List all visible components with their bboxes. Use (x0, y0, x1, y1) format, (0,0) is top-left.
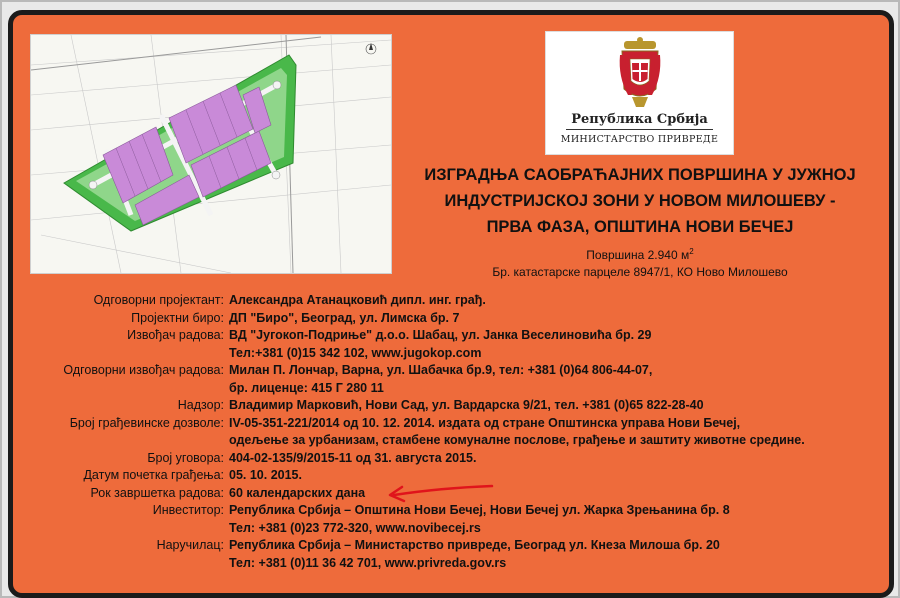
republic-label: Република Србија (571, 112, 708, 127)
detail-value: Република Србија – Министарство привреде, Београд ул. Кнеза Милоша бр. 20 (229, 538, 720, 552)
detail-row (0, 537, 884, 555)
area-unit-superscript: 2 (689, 247, 694, 256)
project-details (0, 292, 884, 572)
detail-row (0, 450, 884, 468)
detail-label: Надзор: (177, 398, 224, 412)
area-text: Површина 2.940 м (586, 248, 690, 262)
title-line-3: ПРВА ФАЗА, ОПШТИНА НОВИ БЕЧЕЈ (486, 218, 794, 236)
emblem-divider (566, 129, 713, 130)
title-line-2: ИНДУСТРИЈСКОЈ ЗОНИ У НОВОМ МИЛОШЕВУ - (444, 192, 836, 210)
detail-label: Број грађевинске дозволе: (69, 415, 224, 430)
detail-label: Инвеститор: (152, 503, 224, 517)
detail-value: одељење за урбанизам, стамбене комуналне послове, грађење и заштиту животне средине. (229, 433, 805, 447)
detail-label: Одговорни пројектант: (93, 293, 224, 307)
project-title (400, 162, 880, 240)
detail-row (0, 432, 884, 450)
area-line (400, 243, 880, 264)
detail-label: Наручилац: (156, 538, 224, 552)
detail-value: Тел: +381 (0)11 36 42 701, www.privreda.gov.rs (229, 555, 507, 570)
detail-value: 60 календарских дана (229, 485, 366, 500)
detail-value: Александра Атанацковић дипл. инг. грађ. (229, 293, 486, 307)
detail-row (0, 362, 884, 380)
detail-value: Милан П. Лончар, Варна, ул. Шабачка бр.9, тел: +381 (0)64 806-44-07, (229, 363, 653, 377)
detail-label: Извођач радова: (127, 328, 224, 342)
parcel-line: Бр. катастарске парцеле 8947/1, КО Ново Милошево (492, 265, 788, 279)
detail-row (0, 397, 884, 415)
detail-value: Република Србија – Општина Нови Бечеј, Нови Бечеј ул. Жарка Зрењанина бр. 8 (229, 503, 730, 517)
serbia-emblem-box (545, 31, 734, 155)
detail-label: Датум почетка грађења: (83, 468, 224, 482)
ministry-label: МИНИСТАРСТВО ПРИВРЕДЕ (560, 134, 719, 145)
red-arrow-annotation-icon (380, 478, 500, 508)
detail-label: Број уговора: (147, 450, 224, 465)
title-line-1: ИЗГРАДЊА САОБРАЋАЈНИХ ПОВРШИНА У ЈУЖНОЈ (424, 166, 856, 184)
detail-value: IV-05-351-221/2014 од 10. 12. 2014. издата од стране Општинска управа Нови Бечеј, (229, 415, 741, 430)
north-arrow-icon (366, 43, 376, 54)
detail-row (0, 555, 884, 573)
detail-label: Одговорни извођач радова: (63, 363, 224, 377)
detail-value: Тел: +381 (0)23 772-320, www.novibecej.rs (229, 520, 481, 535)
detail-label: Рок завршетка радова: (90, 485, 224, 500)
detail-value: Тел:+381 (0)15 342 102, www.jugokop.com (229, 345, 482, 360)
detail-row (0, 380, 884, 398)
detail-row (0, 415, 884, 433)
detail-label: Пројектни биро: (131, 310, 224, 325)
detail-value: 05. 10. 2015. (229, 468, 302, 482)
serbian-coat-of-arms-icon (618, 37, 662, 109)
detail-row (0, 520, 884, 538)
detail-value: бр. лиценце: 415 Г 280 11 (229, 380, 384, 395)
detail-value: 404-02-135/9/2015-11 од 31. августа 2015. (229, 450, 477, 465)
site-plan-drawing (31, 35, 391, 273)
detail-row (0, 327, 884, 345)
detail-value: Владимир Марковић, Нови Сад, ул. Вардарска 9/21, тел. +381 (0)65 822-28-40 (229, 398, 704, 412)
detail-value: ВД "Југокоп-Подриње" д.о.о. Шабац, ул. Јанка Веселиновића бр. 29 (229, 328, 652, 342)
detail-value: ДП "Биро", Београд, ул. Лимска бр. 7 (229, 310, 460, 325)
detail-row (0, 345, 884, 363)
site-plan-map (30, 34, 392, 274)
detail-row (0, 292, 884, 310)
detail-row (0, 310, 884, 328)
project-meta (400, 243, 880, 281)
